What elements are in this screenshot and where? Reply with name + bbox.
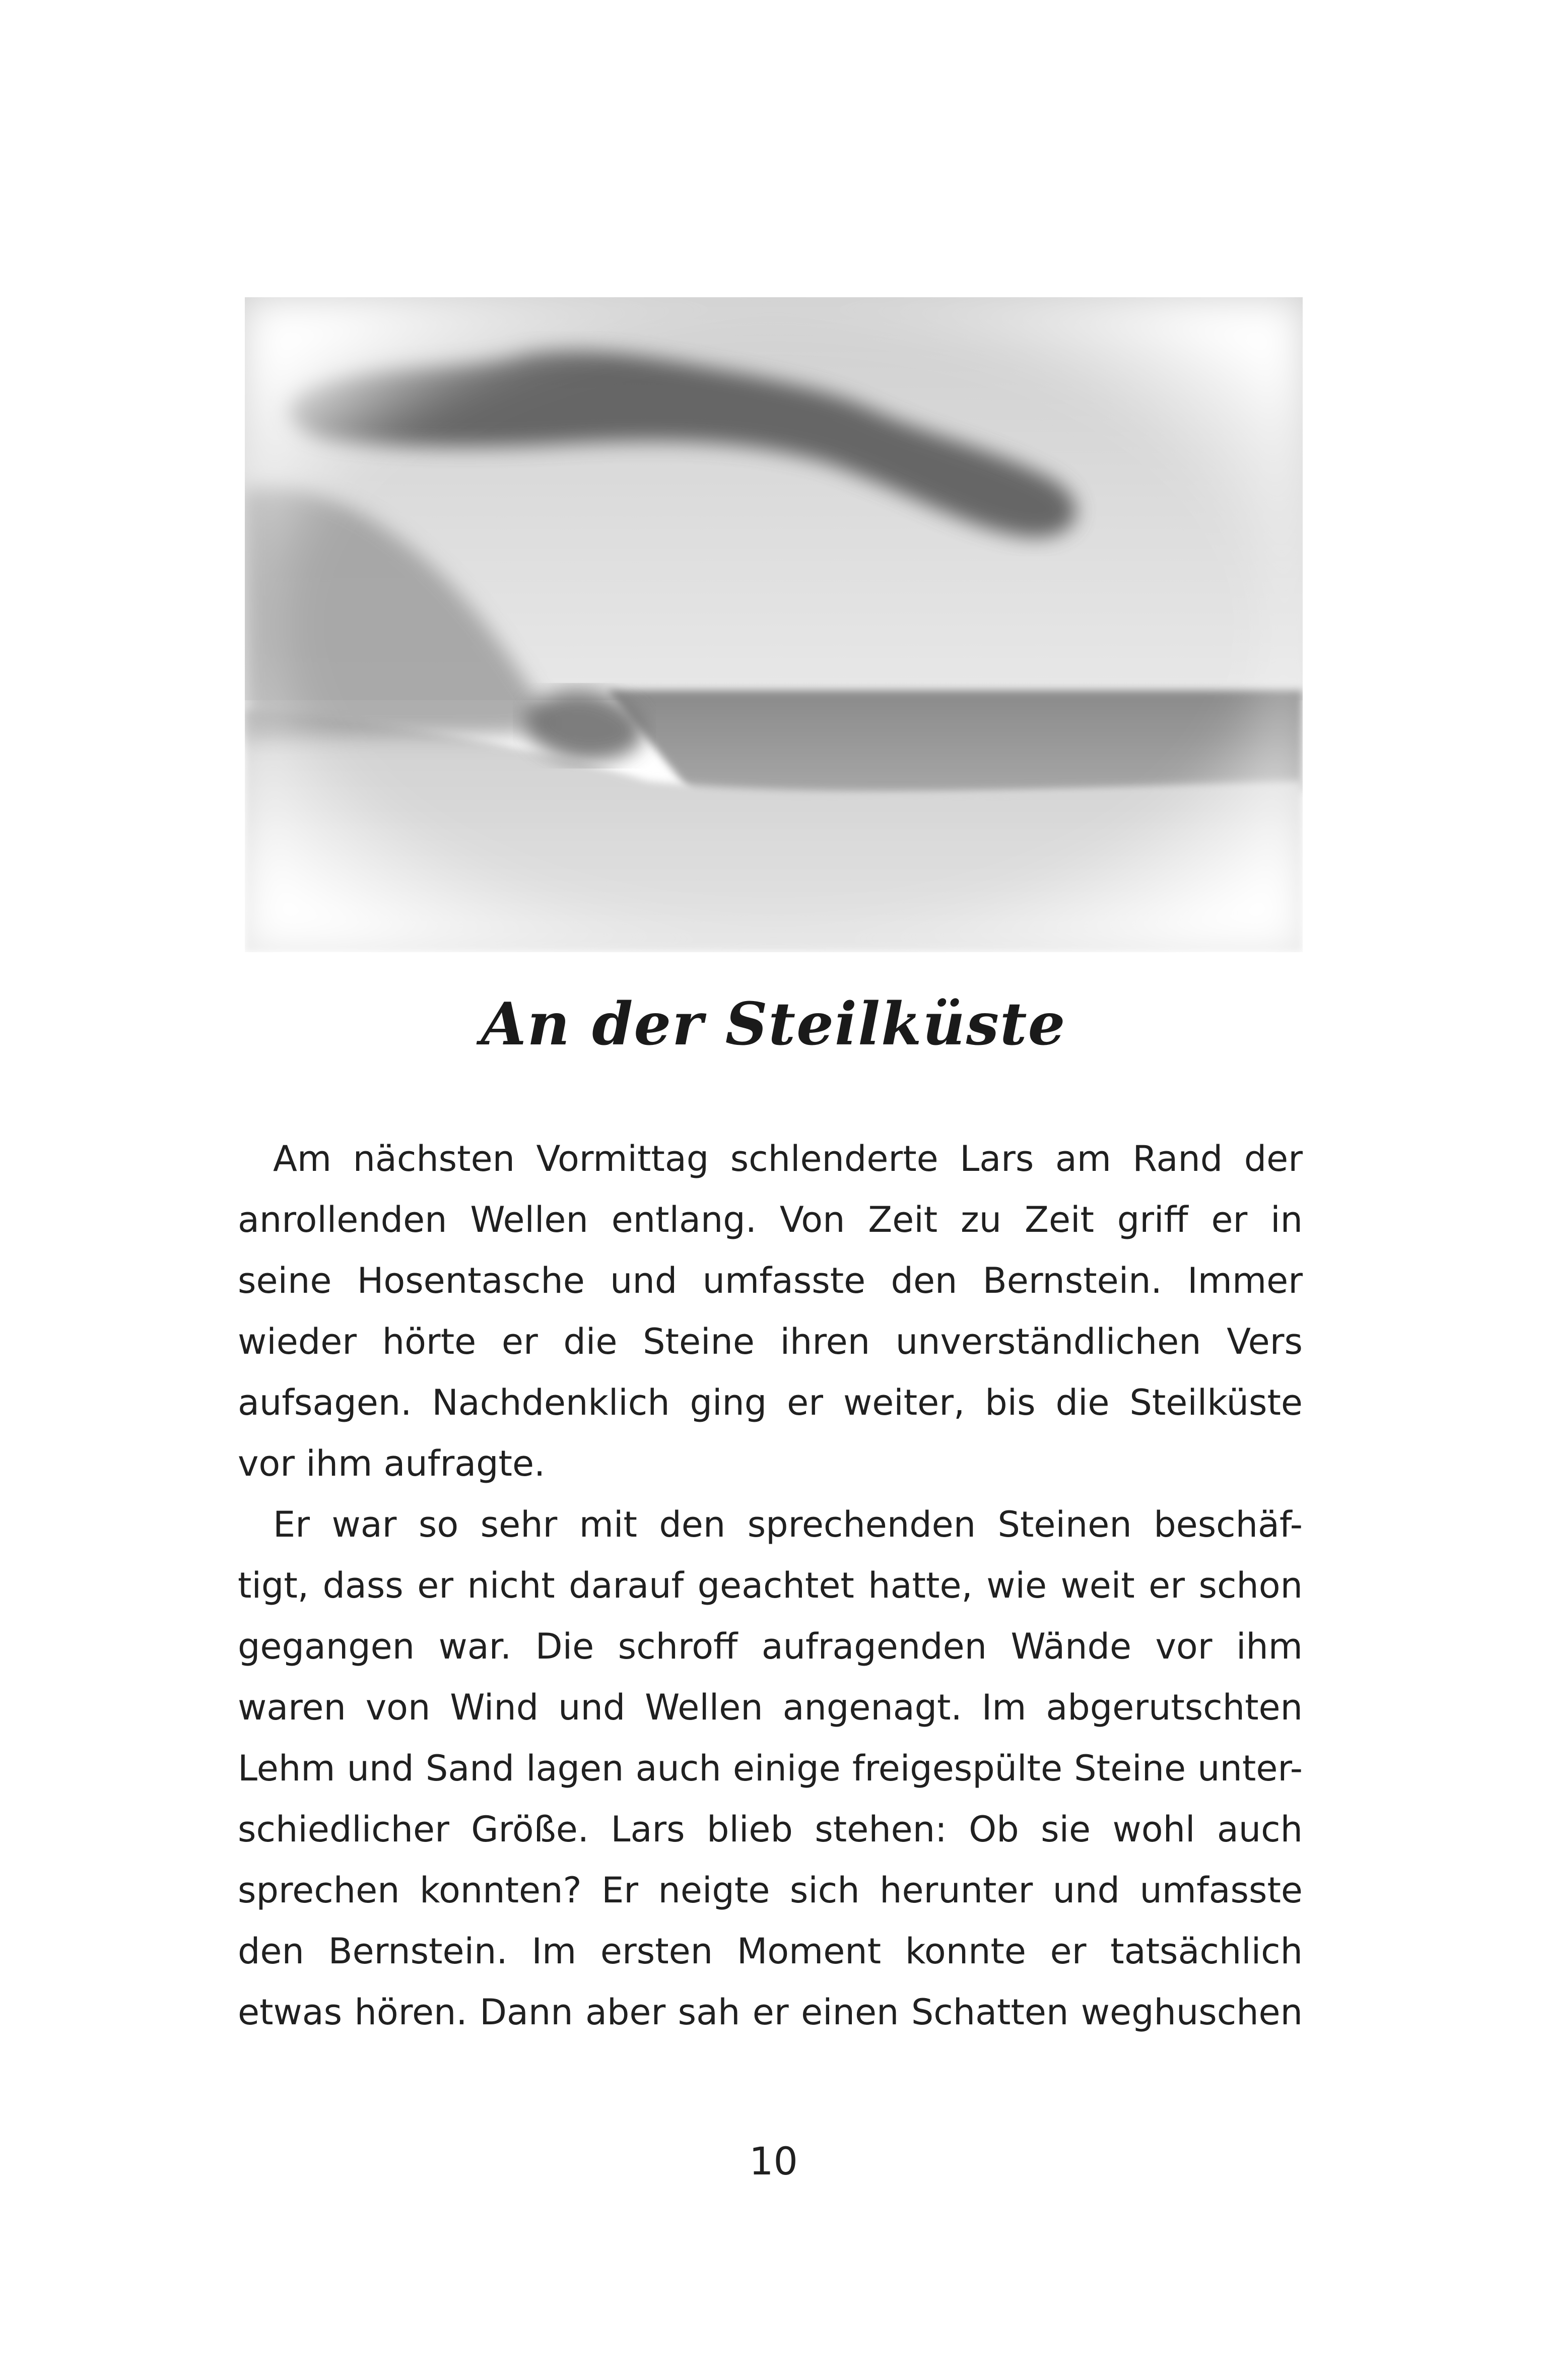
text-line: seine Hosentasche und umfasste den Bernstein. Immer	[238, 1260, 1303, 1301]
coastal-illustration	[245, 297, 1303, 952]
text-line: anrollenden Wellen entlang. Von Zeit zu Zeit griff er in	[238, 1199, 1303, 1240]
paragraph-1	[238, 1129, 1303, 1494]
page-number: 10	[749, 2139, 798, 2184]
text-line: wieder hörte er die Steine ihren unverständlichen Vers	[238, 1321, 1303, 1362]
text-line: Am nächsten Vormittag schlenderte Lars am Rand der	[273, 1138, 1303, 1179]
text-line: den Bernstein. Im ersten Moment konnte er tatsächlich	[238, 1931, 1303, 1972]
text-line: sprechen konnten? Er neigte sich herunter und umfasste	[238, 1870, 1303, 1911]
text-line: tigt, dass er nicht darauf geachtet hatte, wie weit er schon	[238, 1565, 1303, 1606]
text-line: Lehm und Sand lagen auch einige freigespülte Steine unter-	[238, 1748, 1303, 1789]
chapter-title: An der Steilküste	[481, 990, 1066, 1059]
text-line: etwas hören. Dann aber sah er einen Schatten weghuschen	[238, 1992, 1303, 2033]
chapter-body	[238, 1129, 1303, 2043]
text-line: schiedlicher Größe. Lars blieb stehen: Ob sie wohl auch	[238, 1809, 1303, 1850]
text-line: aufsagen. Nachdenklich ging er weiter, bis die Steilküste	[238, 1382, 1303, 1423]
text-line: gegangen war. Die schroff aufragenden Wände vor ihm	[238, 1626, 1303, 1667]
text-line: Er war so sehr mit den sprechenden Steinen beschäf-	[273, 1504, 1303, 1545]
text-line: waren von Wind und Wellen angenagt. Im abgerutschten	[238, 1687, 1303, 1728]
text-line: vor ihm aufragte.	[238, 1443, 546, 1484]
paragraph-2	[238, 1494, 1303, 2043]
